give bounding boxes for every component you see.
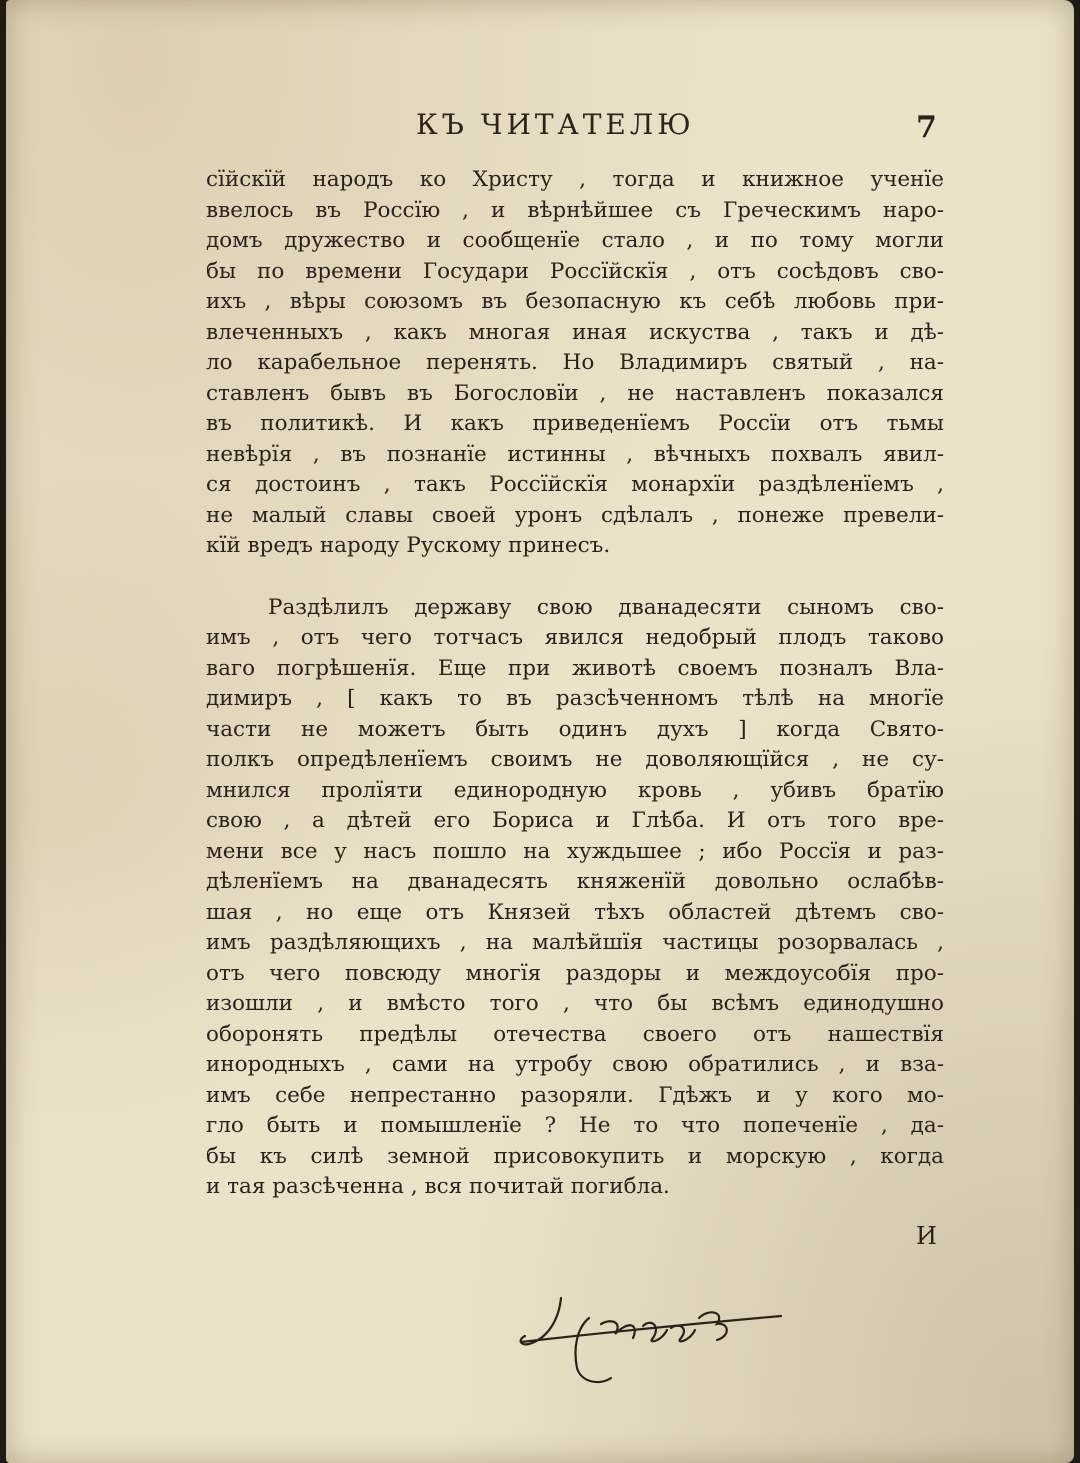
text-line: полкъ опредѣленїемъ своимъ не доволяющїйся , не су- xyxy=(206,747,944,772)
text-line: части не можетъ быть одинъ духъ ] когда Свято- xyxy=(206,716,944,742)
text-line: и тая разсѣченна , вся почитай погибла. xyxy=(206,1174,670,1199)
page-number: 7 xyxy=(916,110,937,145)
text-line: невѣрїя , въ познанїе истинны , вѣчныхъ похвалъ явил- xyxy=(206,441,944,467)
text-line: инородныхъ , сами на утробу свою обратились , и вза- xyxy=(206,1052,944,1077)
text-line: сїйскїй народъ ко Христу , тогда и книжное ученїе xyxy=(206,167,944,192)
paragraph-gap xyxy=(206,562,944,593)
catchword: И xyxy=(916,1222,937,1250)
text-line: имъ раздѣляющихъ , на малѣйшїя частицы розорвалась , xyxy=(206,930,944,955)
signature-icon xyxy=(511,1278,791,1398)
text-line: мнился пролїяти единородную кровь , убивъ братїю xyxy=(206,777,944,803)
paragraph-1 xyxy=(206,165,944,562)
text-line: ло карабельное перенять. Но Владимиръ святый , на- xyxy=(206,350,944,375)
text-line: димиръ , [ какъ то въ разсѣченномъ тѣлѣ на многїе xyxy=(206,686,944,711)
text-line: не малый славы своей уронъ сдѣлалъ , понеже превели- xyxy=(206,502,944,528)
text-line: ставленъ бывъ въ Богословїи , не наставленъ показался xyxy=(206,380,944,406)
text-line: влеченныхъ , какъ многая иная искуства , такъ и дѣ- xyxy=(206,319,944,345)
text-line: домъ дружество и сообщенїе стало , и по тому могли xyxy=(206,228,944,253)
text-line: имъ , отъ чего тотчасъ явился недобрый плодъ таково xyxy=(206,625,944,650)
text-line: ваго погрѣшенїя. Еще при животѣ своемъ позналъ Вла- xyxy=(206,655,944,681)
text-line: ся достоинъ , такъ Россїйскїя монархїи раздѣленїемъ , xyxy=(206,472,944,497)
text-line: Раздѣлилъ державу свою дванадесяти сыномъ сво- xyxy=(268,594,944,620)
text-line: изошли , и вмѣсто того , что бы всѣмъ единодушно xyxy=(206,991,944,1016)
text-line: шая , но еще отъ Князей тѣхъ областей дѣтемъ сво- xyxy=(206,899,944,925)
text-line: свою , а дѣтей его Бориса и Глѣба. И отъ того вре- xyxy=(206,808,944,833)
text-line: гло быть и помышленїе ? Не то что попеченїе , да- xyxy=(206,1113,944,1138)
text-line: имъ себе непрестанно разоряли. Гдѣжъ и у кого мо- xyxy=(206,1082,944,1108)
text-line: ихъ , вѣры союзомъ въ безопасную къ себѣ любовь при- xyxy=(206,289,944,314)
body-text xyxy=(206,165,944,1203)
text-line: оборонять предѣлы отечества своего отъ нашествїя xyxy=(206,1021,944,1047)
text-line: дѣленїемъ на дванадесять княженїй довольно ослабѣв- xyxy=(206,869,944,894)
handwritten-signature xyxy=(511,1278,791,1398)
paragraph-2 xyxy=(206,593,944,1203)
text-line: бы къ силѣ земной присовокупить и морскую , когда xyxy=(206,1143,944,1169)
text-line: ввелось въ Россїю , и вѣрнѣйшее съ Греческимъ наро- xyxy=(206,197,944,223)
running-head: КЪ ЧИТАТЕЛЮ xyxy=(416,108,695,141)
text-line: въ политикѣ. И какъ приведенїемъ Россїи отъ тьмы xyxy=(206,411,944,436)
text-line: бы по времени Государи Россїйскїя , отъ сосѣдовъ сво- xyxy=(206,258,944,284)
page-header xyxy=(6,108,1074,148)
text-line: отъ чего повсюду многїя раздоры и междоусобїя про- xyxy=(206,960,944,986)
book-page xyxy=(6,0,1074,1463)
text-line: мени все у насъ пошло на хуждьшее ; ибо Россїя и раз- xyxy=(206,838,944,864)
text-line: кїй вредъ народу Рускому принесъ. xyxy=(206,533,611,558)
